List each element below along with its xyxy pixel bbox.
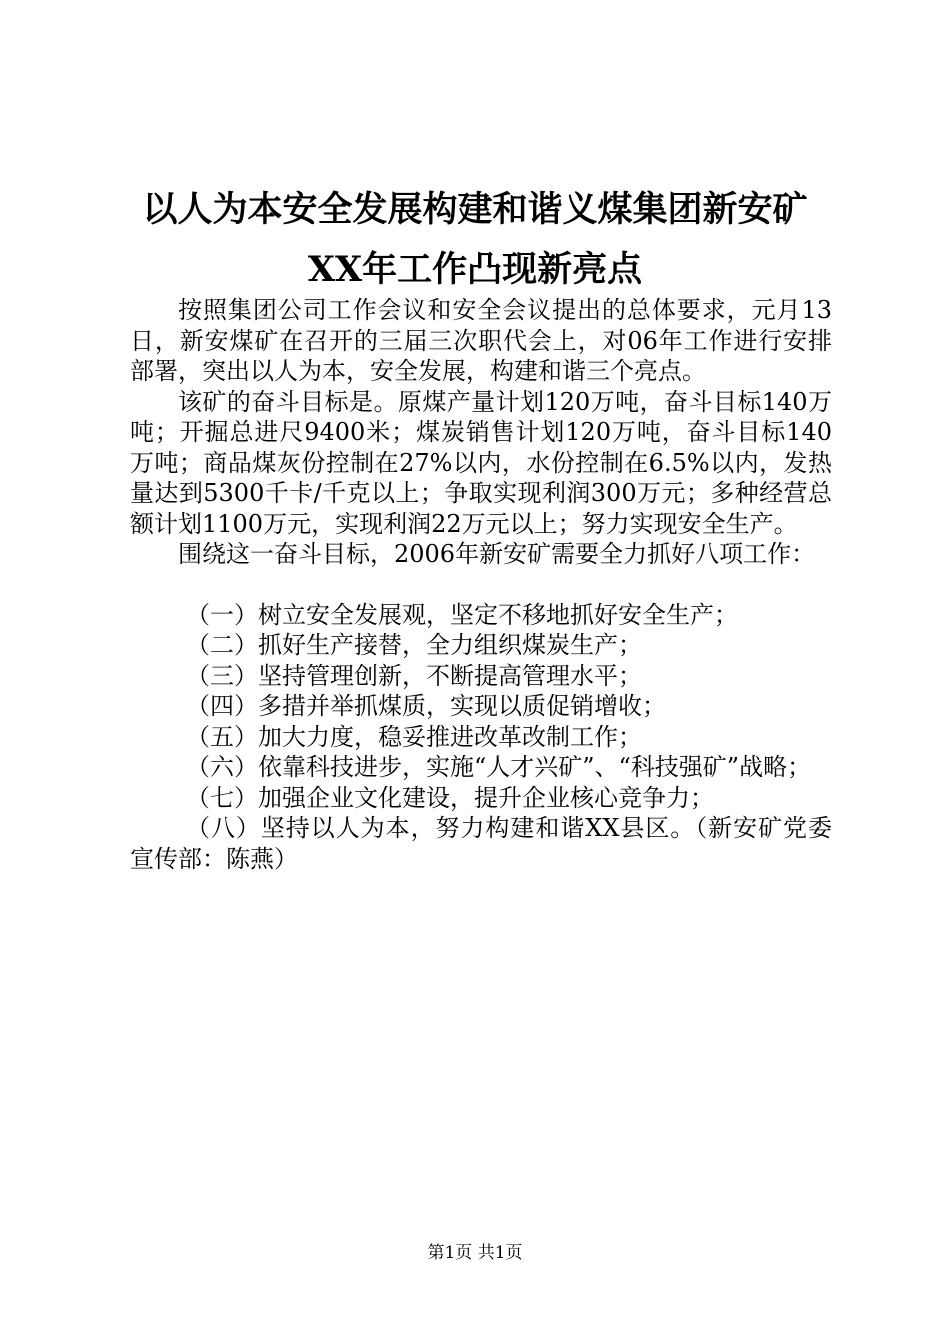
task-item-8: （八）坚持以人为本，努力构建和谐XX县区。（新安矿党委宣传部：陈燕） bbox=[130, 814, 832, 873]
document-title-line-1: 以人为本安全发展构建和谐义煤集团新安矿 bbox=[142, 189, 808, 230]
task-item-7: （七）加强企业文化建设，提升企业核心竞争力； bbox=[186, 783, 714, 812]
document-body bbox=[130, 295, 832, 874]
document-title-line-2: XX年工作凸现新亮点 bbox=[307, 249, 643, 290]
task-item-6: （六）依靠科技进步，实施“人才兴矿”、“科技强矿”战略； bbox=[186, 753, 812, 781]
page-footer: 第1页 共1页 bbox=[427, 1243, 523, 1263]
paragraph-tasks-lead: 围绕这一奋斗目标，2006年新安矿需要全力抓好八项工作： bbox=[178, 540, 816, 568]
paragraph-intro: 按照集团公司工作会议和安全会议提出的总体要求，元月13日，新安煤矿在召开的三届三次职代会上，对06年工作进行安排部署，突出以人为本，安全发展，构建和谐三个亮点。 bbox=[130, 296, 832, 385]
task-item-3: （三）坚持管理创新，不断提高管理水平； bbox=[186, 661, 642, 690]
task-item-4: （四）多措并举抓煤质，实现以质促销增收； bbox=[186, 692, 666, 720]
task-item-5: （五）加大力度，稳妥推进改革改制工作； bbox=[186, 722, 642, 751]
task-item-2: （二）抓好生产接替，全力组织煤炭生产； bbox=[186, 631, 642, 659]
paragraph-goals: 该矿的奋斗目标是。原煤产量计划120万吨，奋斗目标140万吨；开掘总进尺9400米；煤炭销售计划120万吨，奋斗目标140万吨；商品煤灰份控制在27%以内，水份控制在6.5%以内，发热量达到5300千卡/千克以上；争取实现利润300万元；多种经营总额计划1100万元，实现利润22万元以上；努力实现安全生产。 bbox=[130, 387, 832, 538]
task-item-1: （一）树立安全发展观，坚定不移地抓好安全生产； bbox=[186, 600, 738, 629]
paragraph-spacer bbox=[130, 570, 832, 600]
